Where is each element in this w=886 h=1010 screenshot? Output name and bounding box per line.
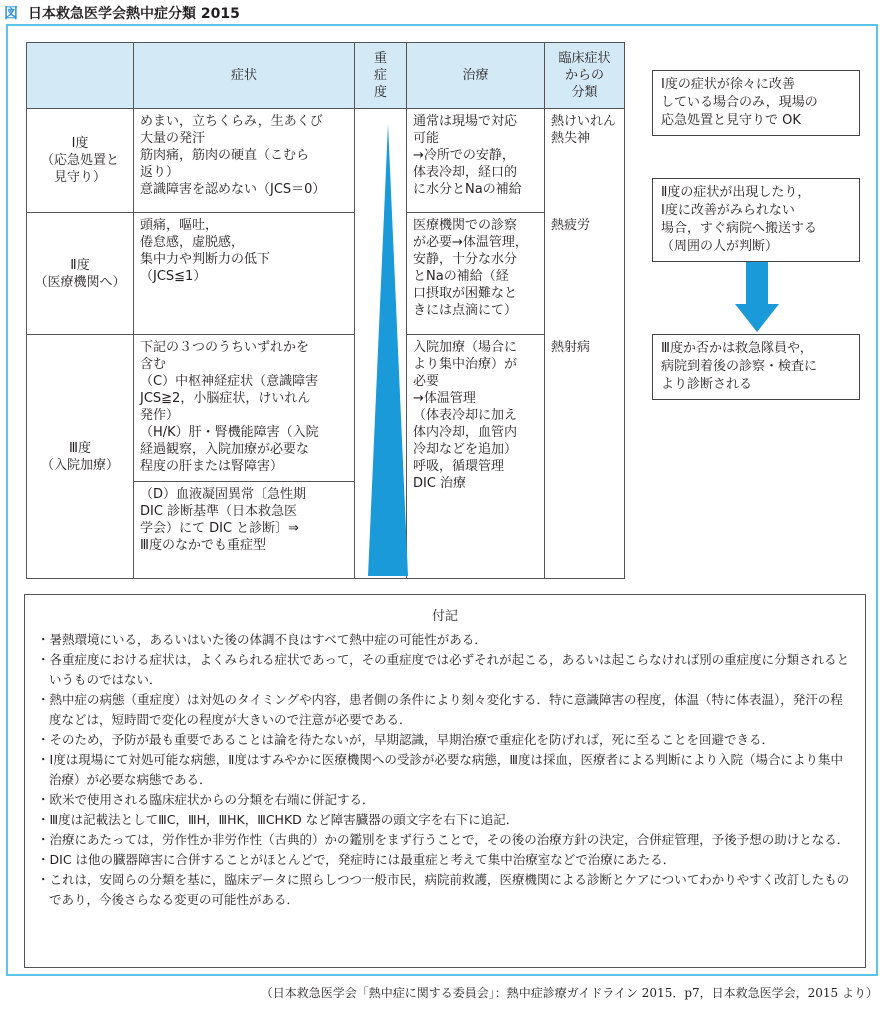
source-citation: （日本救急医学会「熱中症に関する委員会」：熱中症診療ガイドライン 2015．p7，日本救急医学会，2015 より） (260, 986, 878, 1000)
treatment-line: に水分とNaの補給 (413, 182, 522, 197)
grade-cell (27, 213, 134, 335)
symptom-line: （JCS≦1） (140, 269, 207, 284)
grade-text: （医療機関へ） (34, 274, 126, 290)
treatment-line: 通常は現場で対応 (413, 114, 518, 129)
treatment-line: 入院加療（場合に (413, 340, 518, 355)
note-item: ・ Ⅰ度は現場にて対処可能な病態，Ⅱ度はすみやかに医療機関への受診が必要な病態，Ⅲ度は採血，医療者による判断により入院（場合により集中治療）が必要な病態である． (25, 750, 851, 790)
callout-line: Ⅱ度の症状が出現したり， (661, 185, 811, 200)
symptoms-cell (134, 213, 355, 335)
symptom-line: Ⅲ度のなかでも重症型 (140, 538, 266, 553)
callout-line: Ⅰ度に改善がみられない (661, 203, 795, 218)
symptom-line: 下記の３つのうちいずれかを (140, 340, 310, 355)
symptom-line: （H/K）肝・腎機能障害（入院 (140, 425, 319, 440)
symptom-line: 経過観察，入院加療が必要な (140, 442, 310, 457)
clinical-label: 熱射病 (551, 339, 591, 355)
note-item: ・ これは，安岡らの分類を基に，臨床データに照らしつつ一般市民，病院前救護，医療機関による診断とケアについてわかりやすく改訂したものであり，今後さらなる変更の可能性がある． (25, 870, 851, 910)
header-severity (355, 43, 407, 109)
table-row (27, 213, 625, 335)
treatment-line: より集中治療）が (413, 357, 518, 372)
table-row (27, 335, 625, 579)
symptom-line: 倦怠感，虚脱感， (140, 235, 245, 250)
symptoms-cell (134, 109, 355, 213)
grade-cell (27, 109, 134, 213)
note-item: ・ 欧米で使用される臨床症状からの分類を右端に併記する． (25, 790, 851, 810)
note-item: ・ Ⅲ度は記載法としてⅢC，ⅢH，ⅢHK，ⅢCHKD など障害臓器の頭文字を右下に追記． (25, 810, 851, 830)
grade-text: Ⅱ度 (70, 257, 90, 273)
note-item: ・ 治療にあたっては，労作性か非労作性（古典的）かの鑑別をまず行うことで，その後の治療方針の決定，合併症管理，予後予想の助けとなる． (25, 830, 851, 850)
header-clinical (545, 43, 625, 109)
treatment-line: 医療機関での診察 (413, 218, 518, 233)
symptom-line: 集中力や判断力の低下 (140, 252, 271, 267)
symptom-line: 学会）にて DIC と診断〕⇒ (140, 521, 300, 536)
symptom-line: 意識障害を認めない（JCS＝0） (140, 182, 326, 197)
treatment-line: 口摂取が困難なと (413, 286, 518, 301)
treatment-line: 体表冷却，経口的 (413, 165, 518, 180)
symptom-line: DIC 診断基準（日本救急医 (140, 504, 298, 519)
note-item: ・ 暑熱環境にいる，あるいはいた後の体調不良はすべて熱中症の可能性がある． (25, 630, 851, 650)
figure-title-row (4, 2, 240, 24)
treatment-line: →体温管理 (413, 391, 476, 406)
symptom-line: 発作） (140, 408, 180, 423)
clinical-label: 熱疲労 (551, 217, 591, 233)
header-symptoms: 症状 (134, 43, 355, 109)
note-item: ・ そのため，予防が最も重要であることは論を待たないが，早期認識，早期治療で重症化を防げれば，死に至ることを回避できる． (25, 730, 851, 750)
dic-subsection (134, 481, 354, 554)
symptom-line: （C）中枢神経症状（意識障害 (140, 374, 319, 389)
clinical-cell (545, 213, 625, 335)
callout-line: 場合，すぐ病院へ搬送する (661, 221, 818, 236)
grade-text: （入院加療） (40, 457, 119, 473)
clinical-label: 熱けいれん (551, 114, 617, 129)
treatment-line: （体表冷却に加え (413, 408, 518, 423)
table-row (27, 109, 625, 213)
severity-triangle-shape (368, 124, 408, 576)
grade-text: （応急処置と (40, 153, 119, 168)
symptom-line: 筋肉痛，筋肉の硬直（こむら (140, 148, 310, 163)
callout-line: より診断される (661, 377, 753, 392)
header-clinical-text: 臨床症状 からの 分類 (558, 51, 611, 100)
treatment-cell (407, 213, 545, 335)
treatment-cell (407, 335, 545, 579)
figure-tag: 図 (4, 6, 18, 22)
severity-triangle (362, 122, 414, 578)
figure-title: 日本救急医学会熱中症分類 2015 (28, 6, 240, 22)
symptom-line: めまい，立ちくらみ，生あくび (140, 114, 323, 129)
table-header-row (27, 43, 625, 109)
callout-grade2 (652, 178, 860, 262)
symptom-line: 返り） (140, 165, 180, 180)
callout-line: Ⅰ度の症状が徐々に改善 (661, 77, 795, 92)
callout-line: （周囲の人が判断） (661, 239, 779, 254)
treatment-line: 呼吸，循環管理 (413, 459, 505, 474)
clinical-label: 熱失神 (551, 131, 591, 146)
grade-text: Ⅲ度 (69, 440, 91, 456)
down-arrow-icon (735, 262, 779, 334)
callout-line: している場合のみ，現場の (661, 95, 818, 110)
notes-box (24, 594, 866, 968)
grade-text: Ⅰ度 (71, 136, 89, 151)
clinical-cell (545, 335, 625, 579)
header-grade (27, 43, 134, 109)
clinical-cell (545, 109, 625, 213)
treatment-line: 冷却などを追加） (413, 442, 518, 457)
symptom-line: （D）血液凝固異常〔急性期 (140, 487, 307, 502)
note-item: ・ 熱中症の病態（重症度）は対処のタイミングや内容，患者側の条件により刻々変化する．特に意識障害の程度，体温（特に体表温），発汗の程度などは，短時間で変化の程度が大きいので注意が必要である． (25, 690, 851, 730)
callout-line: Ⅲ度か否かは救急隊員や， (661, 341, 813, 356)
note-item: ・ DIC は他の臓器障害に合併することがほとんどで，発症時には最重症と考えて集中治療室などで治療にあたる． (25, 850, 851, 870)
treatment-cell (407, 109, 545, 213)
header-treatment: 治療 (407, 43, 545, 109)
callout-grade1 (652, 70, 860, 136)
symptom-line: 頭痛，嘔吐， (140, 218, 219, 233)
header-severity-text: 重 症 度 (373, 51, 387, 100)
severity-table (26, 42, 625, 579)
callout-grade3 (652, 334, 860, 400)
treatment-line: 必要 (413, 374, 440, 389)
treatment-line: DIC 治療 (413, 476, 467, 491)
grade-text: 見守り） (53, 170, 106, 185)
symptom-line: 大量の発汗 (140, 131, 206, 146)
symptom-line: 含む (140, 357, 167, 372)
treatment-line: 安静，十分な水分 (413, 252, 518, 267)
notes-title: 付記 (431, 609, 458, 624)
treatment-line: 体内冷却，血管内 (413, 425, 518, 440)
treatment-line: きには点滴にて） (413, 303, 518, 318)
treatment-line: が必要→体温管理， (413, 235, 528, 250)
callout-line: 応急処置と見守りで OK (661, 113, 801, 128)
treatment-line: 可能 (413, 131, 440, 146)
symptom-line: 程度の肝または腎障害） (140, 459, 284, 474)
symptoms-cell (134, 335, 355, 579)
symptom-line: JCS≧2，小脳症状，けいれん (140, 391, 311, 406)
treatment-line: とNaの補給（経 (413, 269, 509, 284)
callout-line: 病院到着後の診察・検査に (661, 359, 818, 374)
note-item: ・ 各重症度における症状は，よくみられる症状であって，その重症度では必ずそれが起こる，あるいは起こらなければ別の重症度に分類されるというものではない． (25, 650, 851, 690)
treatment-line: →冷所での安静， (413, 148, 515, 163)
grade-cell (27, 335, 134, 579)
